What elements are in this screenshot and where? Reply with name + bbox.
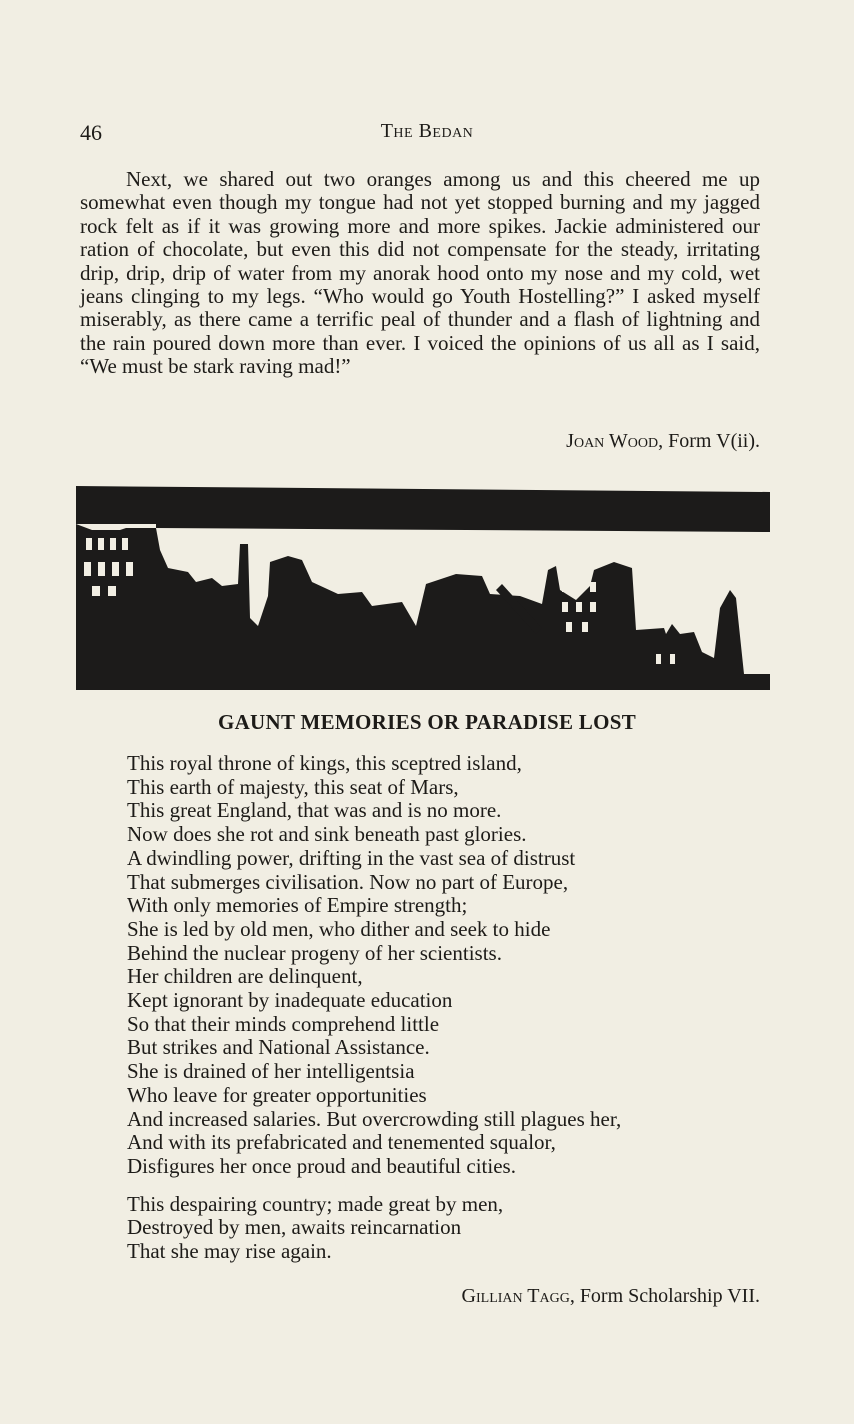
poem-line: And increased salaries. But overcrowding still plagues her, xyxy=(127,1106,622,1131)
poem-line: This earth of majesty, this seat of Mars, xyxy=(127,774,459,799)
poem-line: She is led by old men, who dither and seek to hide xyxy=(127,916,551,941)
poem-line: This royal throne of kings, this sceptred island, xyxy=(127,751,522,775)
prose-text: Next, we shared out two oranges among us and this cheered me up somewhat even though my tongue had not yet stopped burning and my jagged rock felt as if it was growing more and more spikes. Jackie administered our ration of chocolate, but even this did not compensate for the steady, irritating drip, drip, drip of water from my anorak hood onto my nose and my cold, wet jeans clinging to my legs. “Who would go Youth Hostelling?” I asked myself miserably, as there came a terrific peal of thunder and a flash of lightning and the rain poured down more than ever. I voiced the opinions of us all as I said, “We must be stark raving mad!” xyxy=(80,167,760,379)
poem-line: She is drained of her intelligentsia xyxy=(127,1059,415,1084)
poem-line: But strikes and National Assistance. xyxy=(127,1035,430,1060)
stanza-break xyxy=(127,1179,621,1193)
poem-line: This despairing country; made great by men, xyxy=(127,1191,504,1216)
poem-line: Destroyed by men, awaits reincarnation xyxy=(127,1215,462,1240)
poem-line: So that their minds comprehend little xyxy=(127,1011,440,1036)
poem-line: This great England, that was and is no more. xyxy=(127,798,502,823)
author-name: Joan Wood xyxy=(566,430,659,452)
poem-line: Now does she rot and sink beneath past glories. xyxy=(127,822,527,847)
running-head: The Bedan xyxy=(380,120,474,142)
poem-signature xyxy=(462,1285,760,1308)
poem-title: GAUNT MEMORIES OR PARADISE LOST xyxy=(217,710,637,734)
poem-line: A dwindling power, drifting in the vast sea of distrust xyxy=(127,845,576,870)
author-form: , Form V(ii). xyxy=(658,430,760,452)
poem-line: And with its prefabricated and tenemented squalor, xyxy=(127,1130,556,1155)
poem-line: Behind the nuclear progeny of her scientists. xyxy=(127,940,502,965)
poem-line: Disfigures her once proud and beautiful cities. xyxy=(127,1153,516,1178)
prose-paragraph xyxy=(80,168,760,379)
poem-line: That she may rise again. xyxy=(127,1239,332,1264)
poem-line: That submerges civilisation. Now no part of Europe, xyxy=(127,869,569,894)
prose-signature xyxy=(566,430,760,453)
page-number: 46 xyxy=(80,120,102,145)
author-name: Gillian Tagg xyxy=(461,1285,570,1307)
poem-line: With only memories of Empire strength; xyxy=(127,893,468,918)
poem-line: Who leave for greater opportunities xyxy=(127,1082,427,1107)
ruined-city-woodcut-illustration xyxy=(76,478,770,696)
poem-line: Her children are delinquent, xyxy=(127,964,363,989)
author-form: , Form Scholarship VII. xyxy=(569,1285,760,1307)
poem-line: Kept ignorant by inadequate education xyxy=(127,988,453,1013)
poem-body xyxy=(127,752,621,1264)
